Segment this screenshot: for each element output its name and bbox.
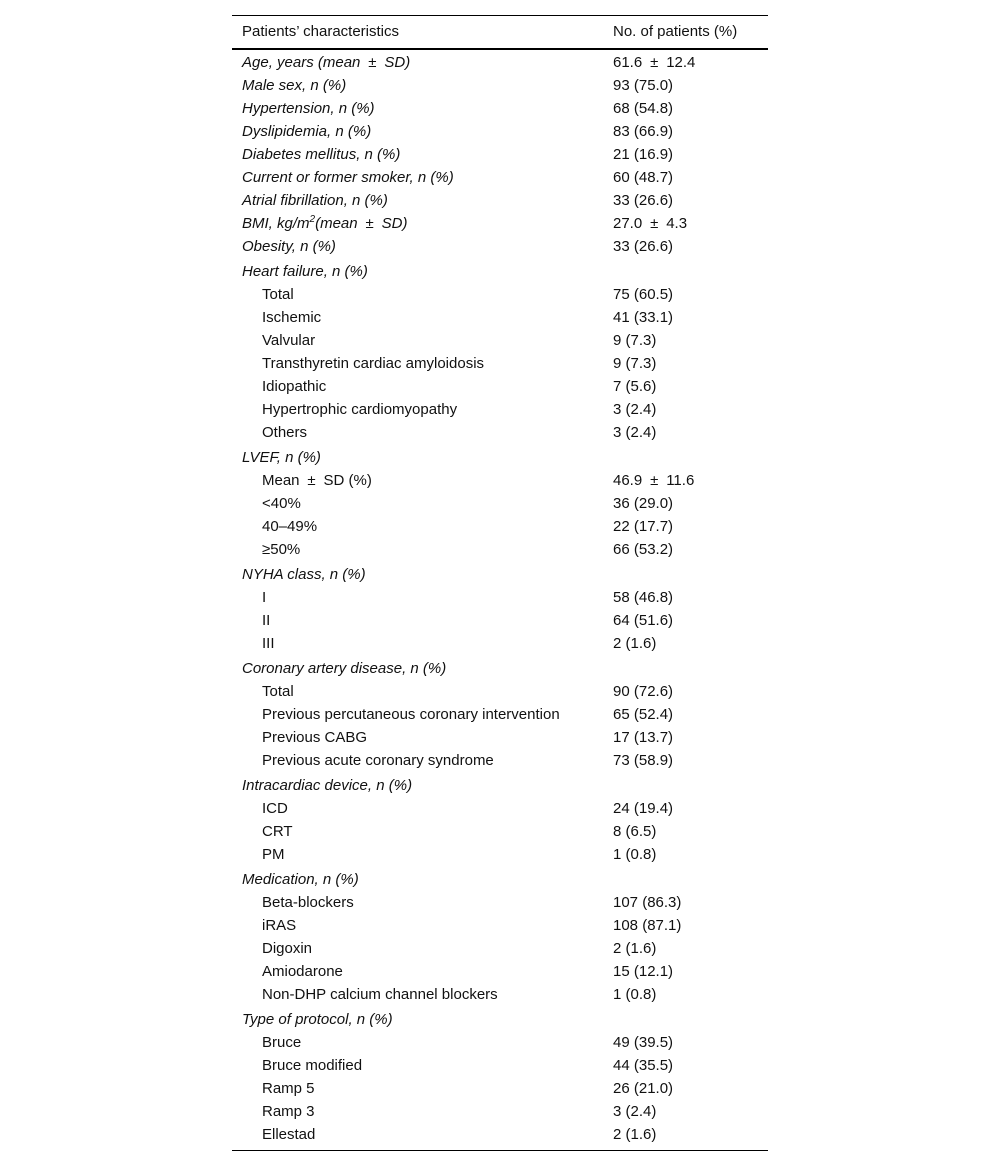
row-value: 3 (2.4): [613, 424, 657, 441]
table-row: [232, 421, 768, 444]
table-bottom-rule: [232, 1150, 768, 1151]
row-label: Previous acute coronary syndrome: [262, 752, 494, 769]
section-title: [232, 260, 768, 283]
row-value: 41 (33.1): [613, 309, 674, 326]
section-title: [232, 446, 768, 469]
section-lvef: [232, 446, 768, 561]
table-row: [232, 843, 768, 866]
table-row: [232, 586, 768, 609]
characteristics-table: [232, 15, 768, 1151]
section-title: [232, 774, 768, 797]
row-label: PM: [262, 846, 285, 863]
table-row: [232, 983, 768, 1006]
row-value: 17 (13.7): [613, 729, 674, 746]
row-value: 9 (7.3): [613, 332, 657, 349]
row-value: 15 (12.1): [613, 963, 674, 980]
table-row: [232, 212, 768, 235]
row-value: 9 (7.3): [613, 355, 657, 372]
row-label: I: [262, 589, 267, 606]
row-value: 21 (16.9): [613, 146, 674, 163]
section-title-text: Heart failure, n (%): [242, 263, 368, 280]
row-value: 36 (29.0): [613, 495, 674, 512]
section-title-text: Type of protocol, n (%): [242, 1011, 393, 1028]
section-medication: [232, 868, 768, 1006]
top-rows: [232, 51, 768, 258]
row-label: ICD: [262, 800, 288, 817]
row-label: Ischemic: [262, 309, 322, 326]
section-protocol: [232, 1008, 768, 1146]
row-label: ≥50%: [262, 541, 301, 558]
row-value: 3 (2.4): [613, 1103, 657, 1120]
row-value: 1 (0.8): [613, 986, 657, 1003]
row-label: Beta-blockers: [262, 894, 354, 911]
row-label: Current or former smoker, n (%): [242, 169, 454, 186]
table-row: [232, 492, 768, 515]
section-device: [232, 774, 768, 866]
row-label: Previous percutaneous coronary intervention: [262, 706, 560, 723]
row-value: 64 (51.6): [613, 612, 674, 629]
table-row: [232, 937, 768, 960]
row-value: 33 (26.6): [613, 192, 674, 209]
row-value: 2 (1.6): [613, 940, 657, 957]
table-row: [232, 166, 768, 189]
row-value: 2 (1.6): [613, 1126, 657, 1143]
section-title: [232, 563, 768, 586]
table-row: [232, 398, 768, 421]
row-label: Obesity, n (%): [242, 238, 336, 255]
table-row: [232, 914, 768, 937]
row-label: Digoxin: [262, 940, 313, 957]
row-label: 40–49%: [262, 518, 318, 535]
row-value: 75 (60.5): [613, 286, 674, 303]
row-value: 58 (46.8): [613, 589, 674, 606]
row-value: 66 (53.2): [613, 541, 674, 558]
row-label: Bruce: [262, 1034, 302, 1051]
row-label: Male sex, n (%): [242, 77, 347, 94]
table-row: [232, 283, 768, 306]
table-row: [232, 891, 768, 914]
row-label: III: [262, 635, 275, 652]
row-label: Diabetes mellitus, n (%): [242, 146, 401, 163]
row-value: 93 (75.0): [613, 77, 674, 94]
row-value: 90 (72.6): [613, 683, 674, 700]
row-label: Ramp 3: [262, 1103, 315, 1120]
table-row: [232, 1100, 768, 1123]
row-label: Non-DHP calcium channel blockers: [262, 986, 498, 1003]
row-label: Atrial fibrillation, n (%): [242, 192, 388, 209]
table-header: [232, 16, 768, 48]
row-value: 60 (48.7): [613, 169, 674, 186]
table-row: [232, 960, 768, 983]
section-title-text: NYHA class, n (%): [242, 566, 366, 583]
table-row: [232, 469, 768, 492]
table-row: [232, 375, 768, 398]
table-row: [232, 609, 768, 632]
row-value: 8 (6.5): [613, 823, 657, 840]
row-value: 2 (1.6): [613, 635, 657, 652]
row-value: 108 (87.1): [613, 917, 682, 934]
row-value: 22 (17.7): [613, 518, 674, 535]
table-row: [232, 74, 768, 97]
row-value: 27.0 ± 4.3: [613, 215, 688, 232]
section-cad: [232, 657, 768, 772]
row-label: II: [262, 612, 271, 629]
row-value: 68 (54.8): [613, 100, 674, 117]
row-value: 65 (52.4): [613, 706, 674, 723]
table-row: [232, 1054, 768, 1077]
row-label: Total: [262, 683, 294, 700]
row-label: CRT: [262, 823, 293, 840]
table-row: [232, 820, 768, 843]
row-value: 7 (5.6): [613, 378, 657, 395]
table-row: [232, 632, 768, 655]
section-heart-failure: [232, 260, 768, 444]
row-value: 26 (21.0): [613, 1080, 674, 1097]
table-row: [232, 189, 768, 212]
header-patients: No. of patients (%): [613, 23, 738, 40]
table-header-rule: [232, 48, 768, 50]
row-label: Valvular: [262, 332, 316, 349]
row-label: Age, years (mean ± SD): [242, 54, 411, 71]
table-row: [232, 352, 768, 375]
table-row: [232, 749, 768, 772]
row-value: 107 (86.3): [613, 894, 682, 911]
row-value: 83 (66.9): [613, 123, 674, 140]
row-label: Previous CABG: [262, 729, 368, 746]
table-row: [232, 515, 768, 538]
row-label: <40%: [262, 495, 301, 512]
row-label: iRAS: [262, 917, 297, 934]
row-label: Transthyretin cardiac amyloidosis: [262, 355, 485, 372]
row-value: 33 (26.6): [613, 238, 674, 255]
table-row: [232, 703, 768, 726]
section-title-text: LVEF, n (%): [242, 449, 321, 466]
row-label: Ellestad: [262, 1126, 316, 1143]
row-label: Idiopathic: [262, 378, 327, 395]
table-row: [232, 51, 768, 74]
table-row: [232, 797, 768, 820]
table-row: [232, 1123, 768, 1146]
table-row: [232, 143, 768, 166]
row-value: 73 (58.9): [613, 752, 674, 769]
row-label: Dyslipidemia, n (%): [242, 123, 372, 140]
row-label: Bruce modified: [262, 1057, 363, 1074]
table-row: [232, 235, 768, 258]
table-row: [232, 120, 768, 143]
table-row: [232, 329, 768, 352]
row-value: 24 (19.4): [613, 800, 674, 817]
row-value: 61.6 ± 12.4: [613, 54, 696, 71]
section-title: [232, 868, 768, 891]
section-title-text: Medication, n (%): [242, 871, 359, 888]
section-title-text: Intracardiac device, n (%): [242, 777, 413, 794]
section-title-text: Coronary artery disease, n (%): [242, 660, 447, 677]
row-value: 3 (2.4): [613, 401, 657, 418]
row-label: Hypertension, n (%): [242, 100, 375, 117]
table-row: [232, 680, 768, 703]
row-value: 44 (35.5): [613, 1057, 674, 1074]
row-value: 46.9 ± 11.6: [613, 472, 695, 489]
table-row: [232, 1077, 768, 1100]
section-nyha: [232, 563, 768, 655]
row-label: Hypertrophic cardiomyopathy: [262, 401, 458, 418]
row-label: Total: [262, 286, 294, 303]
section-title: [232, 657, 768, 680]
row-value: 1 (0.8): [613, 846, 657, 863]
row-label: Ramp 5: [262, 1080, 315, 1097]
table-row: [232, 726, 768, 749]
table-row: [232, 538, 768, 561]
header-characteristics: Patients’ characteristics: [242, 23, 400, 40]
table-row: [232, 1031, 768, 1054]
section-title: [232, 1008, 768, 1031]
table-row: [232, 306, 768, 329]
row-label: Others: [262, 424, 308, 441]
row-label: Amiodarone: [262, 963, 343, 980]
row-value: 49 (39.5): [613, 1034, 674, 1051]
row-label: Mean ± SD (%): [262, 472, 372, 489]
table-row: [232, 97, 768, 120]
row-label: BMI, $kg/m^2(mean \pm SD)$: [242, 214, 408, 232]
